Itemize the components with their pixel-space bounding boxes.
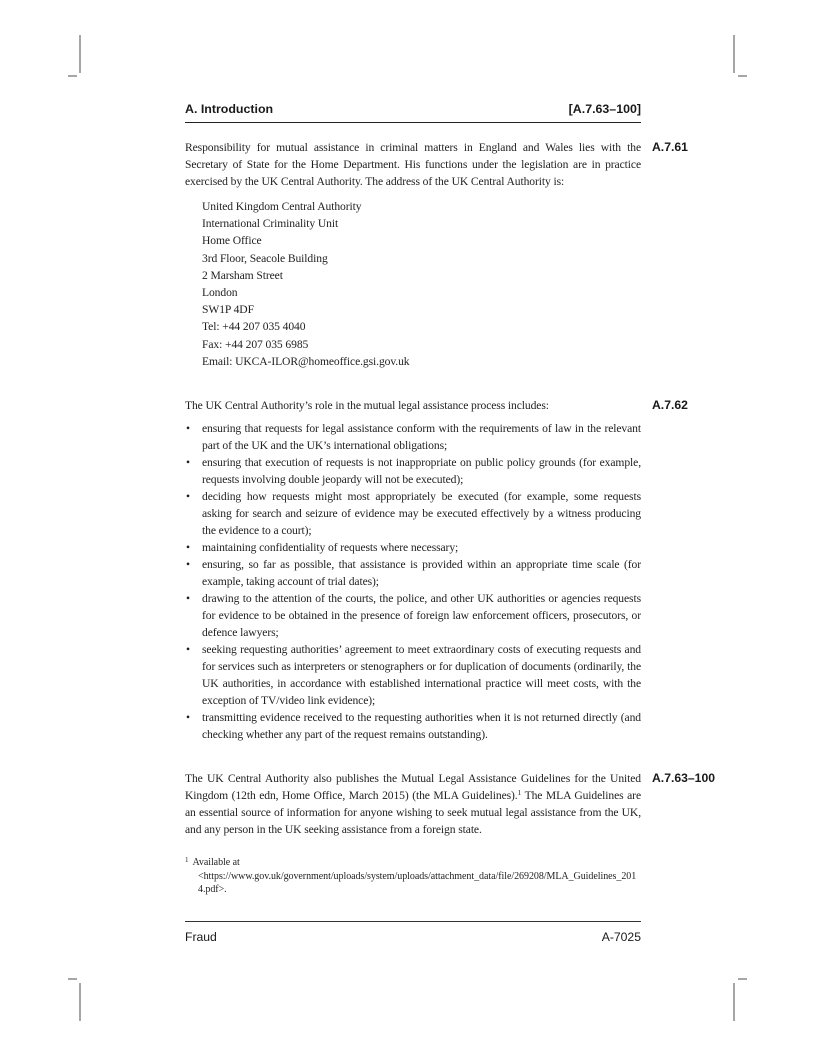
footnote-reference: 1 xyxy=(517,788,522,798)
paragraph-range: [A.7.63–100] xyxy=(568,102,641,116)
address-line: Email: UKCA-ILOR@homeoffice.gsi.gov.uk xyxy=(202,354,410,368)
paragraph-a761: Responsibility for mutual assistance in criminal matters in England and Wales lies with the Secretary of State for the Home Department. His functions under the legislation are in practice exercised by the UK Central Authority. The address of the UK Central Authority is: xyxy=(185,141,641,188)
paragraph-a762: The UK Central Authority’s role in the mutual legal assistance process includes: xyxy=(185,399,549,413)
footer-section-label: Fraud xyxy=(185,930,217,944)
address-line: International Criminality Unit xyxy=(202,217,339,231)
list-item: • transmitting evidence received to the requesting authorities when it is not returned directly (and checking whether any part of the request remains outstanding). xyxy=(185,709,641,743)
address-line: Home Office xyxy=(202,234,262,248)
address-line: London xyxy=(202,286,238,300)
footnote xyxy=(185,854,641,897)
paragraph-a763-text-before: The UK Central Authority also publishes the Mutual Legal Assistance Guidelines for the United Kingdom (12th edn, Home Office, March 2015) (the MLA Guidelines). xyxy=(185,772,641,803)
responsibilities-list xyxy=(185,420,641,743)
page-footer xyxy=(185,921,641,944)
address-line: 2 Marsham Street xyxy=(202,268,283,282)
section-title: A. Introduction xyxy=(185,102,274,116)
crop-mark-line xyxy=(79,35,81,73)
text-column xyxy=(185,102,716,897)
address-line: United Kingdom Central Authority xyxy=(202,200,362,213)
margin-note-a762: A.7.62 xyxy=(652,398,688,413)
crop-mark-line xyxy=(79,983,81,1021)
address-line: SW1P 4DF xyxy=(202,303,254,317)
list-item: • seeking requesting authorities’ agreement to meet extraordinary costs of executing requests and for services such as interpreters or stenographers or for duplication of documents (ordinarily, the UK authorities, in accordance with established international practice will meet costs, with the exception of TV/video link evidence); xyxy=(185,641,641,709)
footnote-marker: 1 xyxy=(185,856,189,865)
margin-note-a761: A.7.61 xyxy=(652,140,688,154)
list-item: • ensuring, so far as possible, that assistance is provided within an appropriate time scale (for example, taking account of trial dates); xyxy=(185,556,641,590)
crop-mark-line xyxy=(738,75,747,77)
footer-page-number: A-7025 xyxy=(601,930,641,944)
address-line: Tel: +44 207 035 4040 xyxy=(202,320,306,334)
crop-mark-line xyxy=(738,978,747,980)
list-item: • maintaining confidentiality of requests where necessary; xyxy=(185,539,641,556)
paragraph-a763-text-after: The MLA Guidelines are an essential source of information for anyone wishing to seek mutual legal assistance from the UK, and any person in the UK seeking assistance from a foreign state. xyxy=(185,789,641,837)
crop-mark-line xyxy=(733,35,735,73)
list-item: • drawing to the attention of the courts, the police, and other UK authorities or agencies requests for evidence to be obtained in the presence of foreign law enforcement officers, prosecutors, or defence lawyers; xyxy=(185,590,641,641)
list-item: • ensuring that execution of requests is not inappropriate on public policy grounds (for example, requests involving double jeopardy will not be executed); xyxy=(185,454,641,488)
crop-mark-line xyxy=(68,75,77,77)
list-item: • deciding how requests might most appropriately be executed (for example, some requests asking for search and seizure of evidence may be executed effectively by a witness producing the evidence to a court); xyxy=(185,488,641,539)
margin-note-a763-100: A.7.63–100 xyxy=(652,771,716,786)
page-header xyxy=(185,102,641,123)
address-line: 3rd Floor, Seacole Building xyxy=(202,251,328,265)
address-block xyxy=(202,198,641,370)
crop-mark-line xyxy=(733,983,735,1021)
footnote-text: Available at <https://www.gov.uk/government/uploads/system/uploads/attachment_data/file/269208/MLA_Guidelines_2014.pdf>. xyxy=(192,857,637,896)
address-line: Fax: +44 207 035 6985 xyxy=(202,337,309,351)
paragraph-a761-row xyxy=(185,139,688,190)
paragraph-a763-row xyxy=(185,770,716,838)
crop-mark-line xyxy=(68,978,77,980)
list-item: • ensuring that requests for legal assistance conform with the requirements of law in the relevant part of the UK and the UK’s international obligations; xyxy=(185,420,641,454)
paragraph-a763 xyxy=(185,770,641,838)
paragraph-a762-row xyxy=(185,397,688,414)
